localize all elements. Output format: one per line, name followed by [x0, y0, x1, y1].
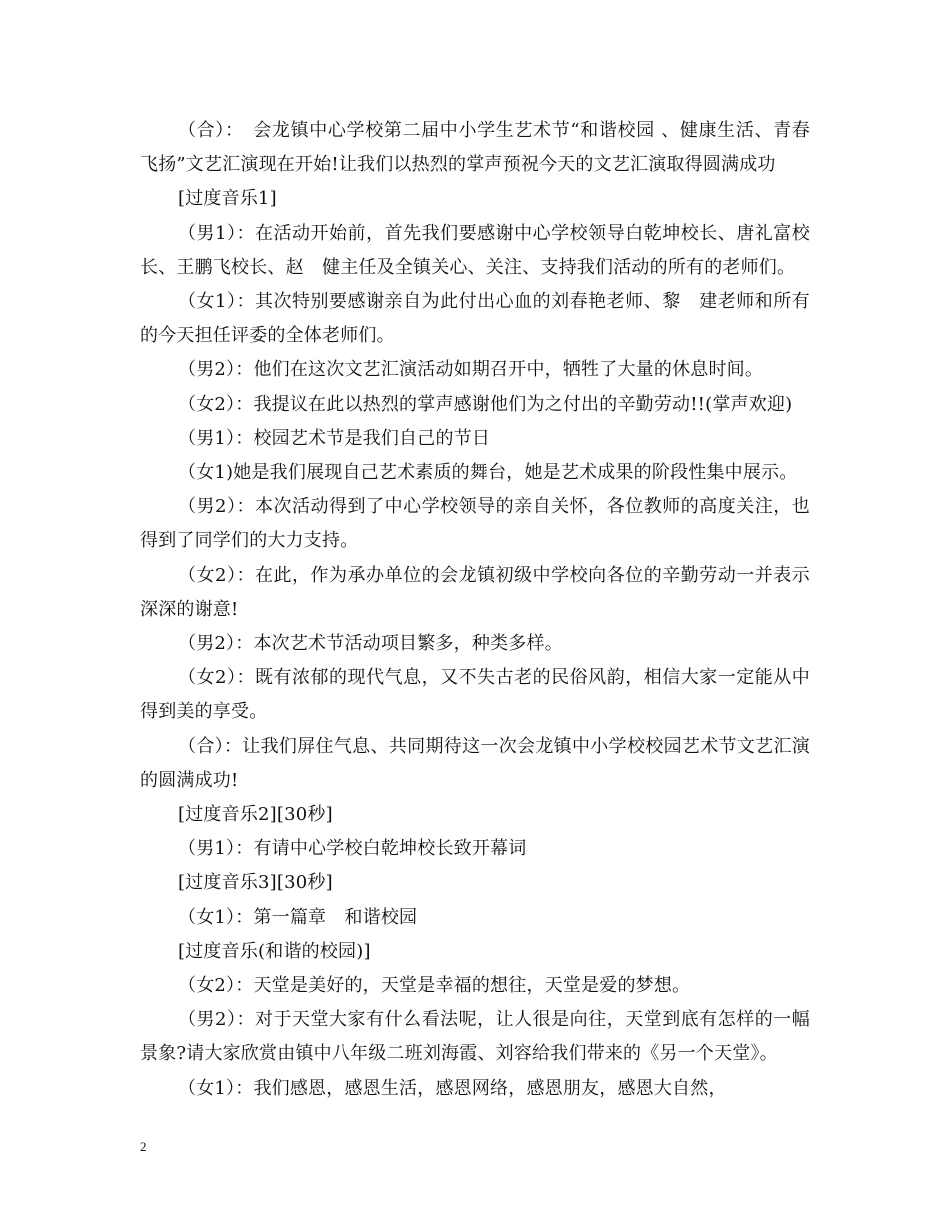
- paragraph-male2-sacrifice: （男2）：他们在这次文艺汇演活动如期召开中，牺牲了大量的休息时间。: [178, 359, 764, 381]
- paragraph-opening: （合）： 会龙镇中心学校第二届中小学生艺术节“和谐校园 、健康生活、青春飞扬”文艺汇演现在开始!让我们以热烈的掌声预祝今天的文艺汇演取得圆满成功: [140, 120, 810, 176]
- paragraph-male2-heaven-show: （男2）：对于天堂大家有什么看法呢，让人很是向往，天堂到底有怎样的一幅景象?请大家欣赏由镇中八年级二班刘海霞、刘容给我们带来的《另一个天堂》。: [140, 1009, 810, 1065]
- paragraph-female2-heaven: （女2）：天堂是美好的，天堂是幸福的想往，天堂是爱的梦想。: [178, 975, 691, 997]
- paragraph-female1-chapter: （女1）：第一篇章 和谐校园: [178, 906, 418, 928]
- paragraph-female1-stage: （女1)她是我们展现自己艺术素质的舞台，她是艺术成果的阶段性集中展示。: [178, 462, 798, 484]
- paragraph-music-cue-3: [过度音乐3][30秒]: [178, 872, 333, 894]
- paragraph-together-success: （合）：让我们屏住气息、共同期待这一次会龙镇中小学校校园艺术节文艺汇演的圆满成功!: [140, 735, 810, 791]
- paragraph-male2-support: （男2）：本次活动得到了中心学校领导的亲自关怀，各位教师的高度关注，也得到了同学们的大力支持。: [140, 496, 810, 552]
- paragraph-male1-thanks: （男1）：在活动开始前，首先我们要感谢中心学校领导白乾坤校长、唐礼富校长、王鹏飞校长、赵 健主任及全镇关心、关注、支持我们活动的所有的老师们。: [140, 222, 810, 278]
- paragraph-female2-gratitude: （女2）：在此，作为承办单位的会龙镇初级中学校向各位的辛勤劳动一并表示深深的谢意!: [140, 564, 810, 620]
- paragraph-female2-applause: （女2）：我提议在此以热烈的掌声感谢他们为之付出的辛勤劳动!!(掌声欢迎): [178, 393, 793, 415]
- paragraph-female1-thanks: （女1）：其次特别要感谢亲自为此付出心血的刘春艳老师、黎 建老师和所有的今天担任评委的全体老师们。: [140, 291, 810, 347]
- paragraph-female1-gratitude: （女1）：我们感恩，感恩生活，感恩网络，感恩朋友，感恩大自然，: [178, 1077, 727, 1099]
- paragraph-music-cue-2: [过度音乐2][30秒]: [178, 804, 333, 826]
- paragraph-male2-variety: （男2）：本次艺术节活动项目繁多，种类多样。: [178, 633, 563, 655]
- paragraph-female2-enjoy: （女2）：既有浓郁的现代气息，又不失古老的民俗风韵，相信大家一定能从中得到美的享受。: [140, 667, 810, 723]
- page-number: 2: [140, 1139, 147, 1154]
- paragraph-music-cue-harmony: [过度音乐(和谐的校园)]: [178, 940, 371, 962]
- paragraph-music-cue-1: [过度音乐1]: [178, 188, 277, 210]
- paragraph-male1-invite: （男1）：有请中心学校白乾坤校长致开幕词: [178, 838, 527, 860]
- document-body: [140, 114, 810, 1106]
- paragraph-male1-festival: （男1）：校园艺术节是我们自己的节日: [178, 427, 491, 449]
